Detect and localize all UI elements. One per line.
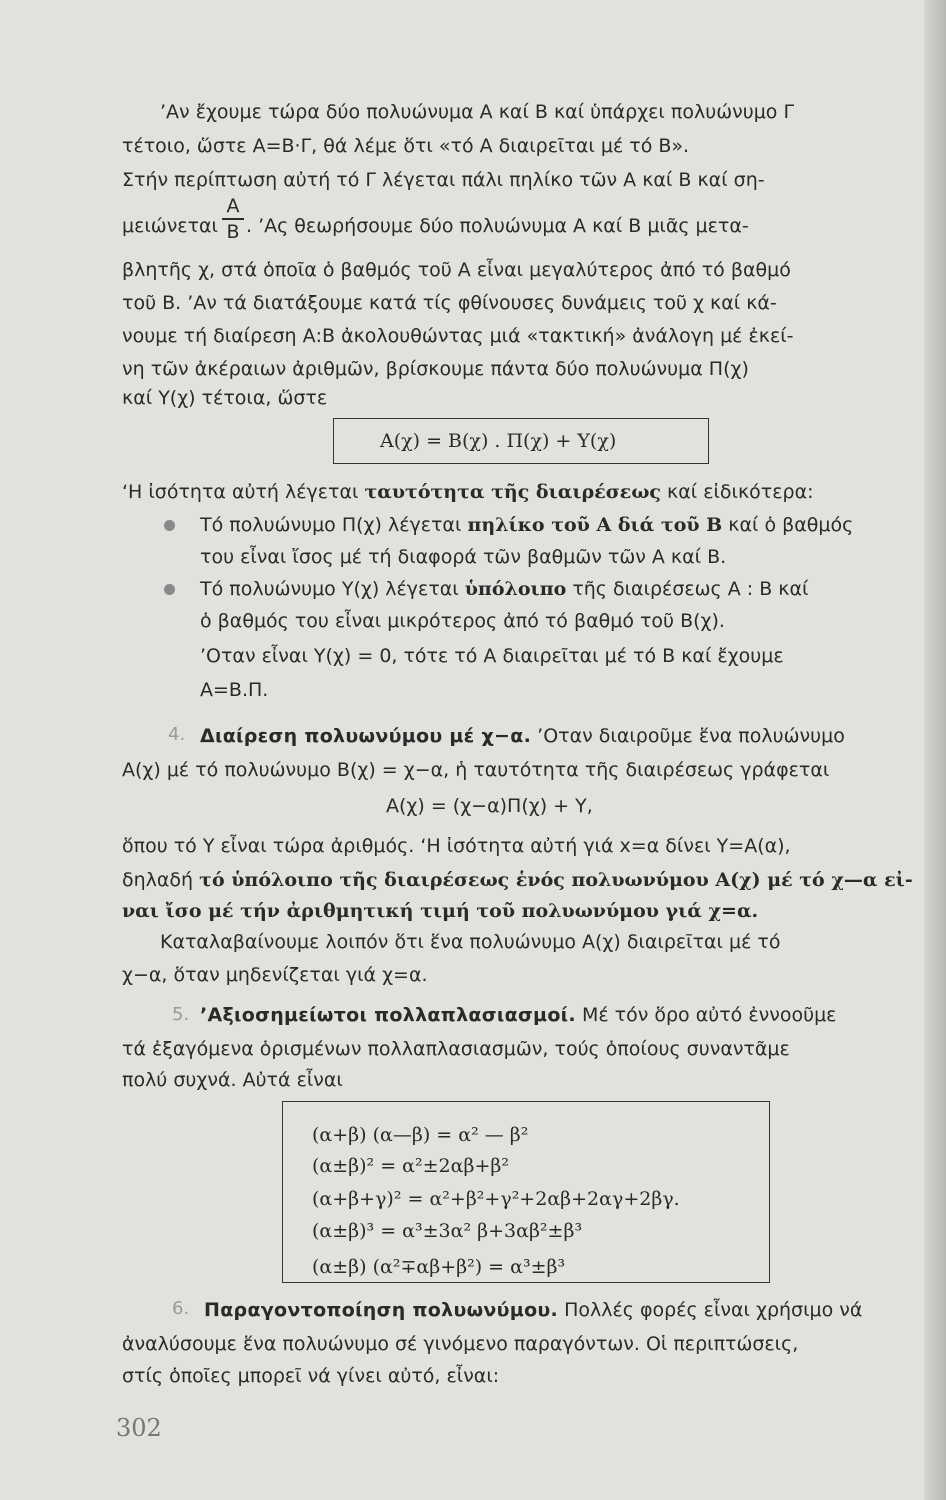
section-heading: Διαίρεση πολυωνύμου μέ χ−α. bbox=[200, 725, 532, 747]
text-line: μειώνεται bbox=[122, 215, 218, 237]
section-number: 5. bbox=[172, 1004, 190, 1025]
text-line bbox=[200, 1003, 836, 1027]
identity-formula: (α+β) (α—β) = α² — β² bbox=[312, 1124, 529, 1146]
text-line bbox=[200, 724, 845, 748]
bullet-icon bbox=[164, 584, 175, 595]
formula: Α(χ) = (χ−α)Π(χ) + Υ, bbox=[386, 795, 593, 817]
text-span: Πολλές φορές εἶναι χρήσιμο νά bbox=[558, 1299, 863, 1321]
bullet-icon bbox=[164, 520, 175, 531]
text-span: καί εἰδικότερα: bbox=[661, 481, 814, 503]
text-line: ’Οταν εἶναι Υ(χ) = 0, τότε τό Α διαιρεῖται μέ τό Β καί ἔχουμε bbox=[200, 645, 784, 667]
section-number: 4. bbox=[168, 724, 186, 745]
section-heading: ’Αξιοσημείωτοι πολλαπλασιασμοί. bbox=[200, 1004, 576, 1026]
section-heading: Παραγοντοποίηση πολυωνύμου. bbox=[204, 1299, 559, 1321]
fraction-denominator: Β bbox=[226, 221, 240, 243]
identity-formula: (α±β)³ = α³±3α² β+3αβ²±β³ bbox=[312, 1220, 583, 1242]
text-line: νουμε τή διαίρεση Α:Β ἀκολουθώντας μιά «τακτική» ἀνάλογη μέ ἐκεί- bbox=[122, 325, 794, 347]
text-line: πολύ συχνά. Αὐτά εἶναι bbox=[122, 1069, 343, 1091]
text-line bbox=[122, 868, 913, 892]
text-line: Καταλαβαίνουμε λοιπόν ὅτι ἕνα πολυώνυμο Α(χ) διαιρεῖται μέ τό bbox=[160, 931, 781, 953]
text-span: καί ὁ βαθμός bbox=[722, 514, 854, 536]
text-line bbox=[200, 513, 853, 537]
text-span: Τό πολυώνυμο Π(χ) λέγεται bbox=[200, 514, 468, 536]
text-line: χ−α, ὅταν μηδενίζεται γιά χ=α. bbox=[122, 964, 428, 986]
section-number: 6. bbox=[172, 1298, 190, 1319]
bold-term: τό ὑπόλοιπο τῆς διαιρέσεως ἑνός πολυωνύμου Α(χ) μέ τό χ—α εἰ- bbox=[199, 869, 913, 891]
text-span: Μέ τόν ὅρο αὐτό ἐννοοῦμε bbox=[575, 1004, 837, 1026]
page-edge-shadow bbox=[924, 0, 946, 1500]
text-line bbox=[200, 577, 808, 601]
text-line: Στήν περίπτωση αὐτή τό Γ λέγεται πάλι πηλίκο τῶν Α καί Β καί ση- bbox=[122, 169, 765, 191]
text-span: τῆς διαιρέσεως Α : Β καί bbox=[566, 578, 809, 600]
text-span: δηλαδή bbox=[122, 869, 200, 891]
text-line: Α=Β.Π. bbox=[200, 679, 269, 701]
identity-formula: Α(χ) = Β(χ) . Π(χ) + Υ(χ) bbox=[380, 430, 617, 452]
text-line: ἀναλύσουμε ἕνα πολυώνυμο σέ γινόμενο παραγόντων. Οἱ περιπτώσεις, bbox=[122, 1333, 799, 1355]
text-line: του εἶναι ἴσος μέ τή διαφορά τῶν βαθμῶν τῶν Α καί Β. bbox=[200, 546, 727, 568]
text-line: ναι ἴσο μέ τήν ἀριθμητική τιμή τοῦ πολυωνύμου γιά χ=α. bbox=[122, 900, 759, 922]
text-line: . ’Ας θεωρήσουμε δύο πολυώνυμα Α καί Β μιᾶς μετα- bbox=[246, 215, 749, 237]
bold-term: ὑπόλοιπο bbox=[464, 578, 567, 600]
bold-term: ταυτότητα τῆς διαιρέσεως bbox=[364, 481, 661, 503]
text-line bbox=[204, 1298, 862, 1322]
text-span: ‘Η ἰσότητα αὐτή λέγεται bbox=[122, 481, 365, 503]
text-line: βλητῆς χ, στά ὁποῖα ὁ βαθμός τοῦ Α εἶναι μεγαλύτερος ἀπό τό βαθμό bbox=[122, 259, 791, 281]
bold-term: πηλίκο τοῦ Α διά τοῦ Β bbox=[467, 514, 723, 536]
identity-formula: (α+β+γ)² = α²+β²+γ²+2αβ+2αγ+2βγ. bbox=[312, 1188, 680, 1210]
text-span: Τό πολυώνυμο Υ(χ) λέγεται bbox=[200, 578, 465, 600]
text-line bbox=[122, 480, 814, 504]
text-line: στίς ὁποῖες μπορεῖ νά γίνει αὐτό, εἶναι: bbox=[122, 1365, 500, 1387]
identity-formula: (α±β)² = α²±2αβ+β² bbox=[312, 1155, 509, 1177]
fraction-bar bbox=[222, 218, 244, 220]
text-line: νη τῶν ἀκέραιων ἀριθμῶν, βρίσκουμε πάντα δύο πολυώνυμα Π(χ) bbox=[122, 358, 749, 380]
text-line: ’Αν ἔχουμε τώρα δύο πολυώνυμα Α καί Β καί ὑπάρχει πολυώνυμο Γ bbox=[160, 101, 795, 123]
fraction-numerator: Α bbox=[226, 195, 240, 217]
text-span: ’Οταν διαιροῦμε ἕνα πολυώνυμο bbox=[531, 725, 845, 747]
text-line: Α(χ) μέ τό πολυώνυμο Β(χ) = χ−α, ἡ ταυτότητα τῆς διαιρέσεως γράφεται bbox=[122, 759, 830, 781]
text-line: τά ἐξαγόμενα ὁρισμένων πολλαπλασιασμῶν, τούς ὁποίους συναντᾶμε bbox=[122, 1038, 790, 1060]
text-line: τοῦ Β. ’Αν τά διατάξουμε κατά τίς φθίνουσες δυνάμεις τοῦ χ καί κά- bbox=[122, 292, 777, 314]
text-line: τέτοιο, ὥστε Α=Β·Γ, θά λέμε ὅτι «τό Α διαιρεῖται μέ τό Β». bbox=[122, 135, 690, 157]
text-line: ὅπου τό Υ εἶναι τώρα ἀριθμός. ‘Η ἰσότητα αὐτή γιά x=α δίνει Υ=Α(α), bbox=[122, 835, 791, 857]
identity-formula: (α±β) (α²∓αβ+β²) = α³±β³ bbox=[312, 1256, 566, 1278]
page-number: 302 bbox=[116, 1414, 162, 1442]
text-line: ὁ βαθμός του εἶναι μικρότερος ἀπό τό βαθμό τοῦ Β(χ). bbox=[200, 610, 725, 632]
text-line: καί Υ(χ) τέτοια, ὥστε bbox=[122, 387, 328, 409]
